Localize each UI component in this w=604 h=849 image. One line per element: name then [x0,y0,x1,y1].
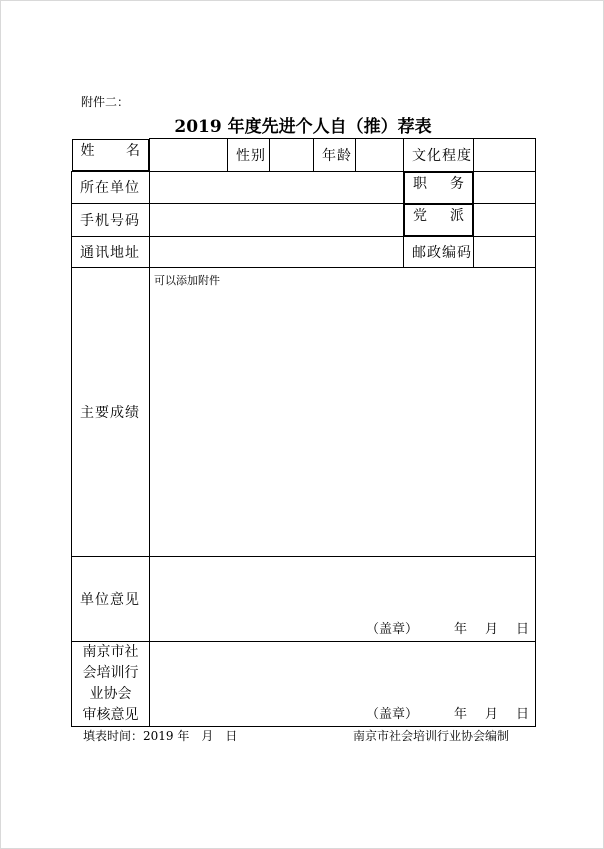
unit-opinion-field[interactable] [150,556,536,641]
annex-label: 附件二： [81,95,130,109]
name-label: 姓 名 [72,139,150,171]
form-title: 2019 年度先进个人自（推）荐表 [174,117,432,137]
address-field[interactable] [150,236,404,267]
address-label: 通讯地址 [72,236,150,267]
achievements-field[interactable] [150,267,536,556]
row-achievements [72,267,536,556]
phone-label: 手机号码 [72,204,150,237]
assoc-month-text: 月 [484,706,498,722]
gender-label: 性别 [228,139,270,172]
compiler-note: 南京市社会培训行业协会编制 [353,729,510,743]
row-basic-info [72,139,536,172]
unit-day-text: 日 [515,621,529,637]
education-label: 文化程度 [404,139,474,172]
row-association-opinion [72,641,536,726]
fill-time: 填表时间：2019 年 月 日 [83,729,238,743]
name-field[interactable] [150,139,228,172]
recommendation-form-table [71,138,536,727]
assoc-seal-text: （盖章） [365,706,418,722]
position-field[interactable] [474,171,536,204]
unit-opinion-label: 单位意见 [72,556,150,641]
row-address [72,236,536,267]
row-unit-opinion [72,556,536,641]
assoc-year-text: 年 [453,706,467,722]
postcode-label: 邮政编码 [404,236,474,267]
achievements-note: 可以添加附件 [154,273,220,287]
unit-stamp-line [366,618,529,637]
gender-field[interactable] [270,139,314,172]
age-field[interactable] [356,139,404,172]
workplace-field[interactable] [150,171,404,204]
phone-field[interactable] [150,204,404,237]
postcode-field[interactable] [474,236,536,267]
association-stamp-line [366,703,529,722]
association-opinion-field[interactable] [150,641,536,726]
education-field[interactable] [474,139,536,172]
position-label: 职 务 [404,172,473,204]
row-phone [72,204,536,237]
row-workplace [72,171,536,204]
age-label: 年龄 [314,139,356,172]
unit-seal-text: （盖章） [365,621,418,637]
workplace-label: 所在单位 [72,171,150,204]
party-field[interactable] [474,204,536,237]
achievements-label: 主要成绩 [72,267,150,556]
association-opinion-label: 南京市社 会培训行 业协会 审核意见 [72,641,150,726]
assoc-day-text: 日 [515,706,529,722]
unit-month-text: 月 [484,621,498,637]
party-label: 党 派 [404,204,473,236]
unit-year-text: 年 [453,621,467,637]
